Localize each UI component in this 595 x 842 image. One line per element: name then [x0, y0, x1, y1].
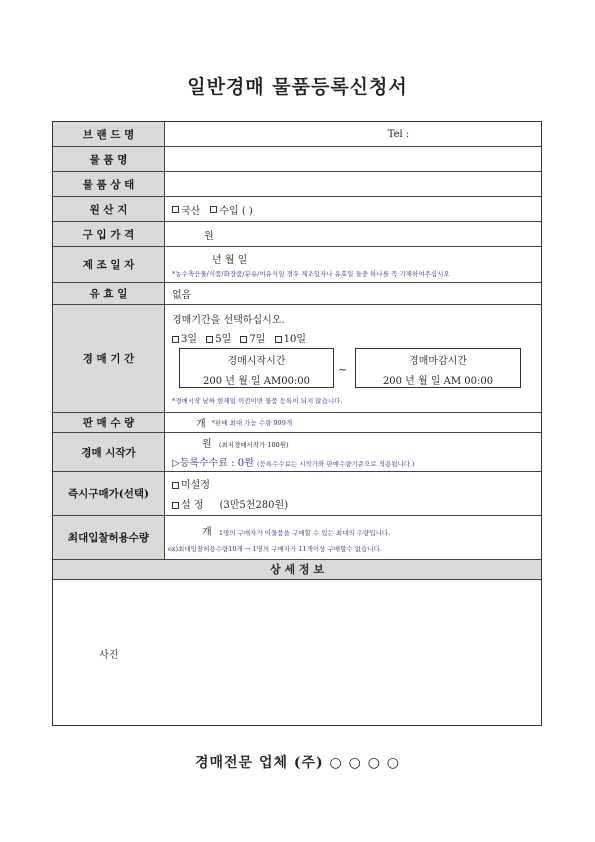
end-time-title: 경매마감시간	[409, 356, 467, 367]
brand-label: 브 랜 드 명	[53, 122, 165, 146]
no-buy-now-checkbox[interactable]	[172, 482, 179, 489]
auction-period-row	[53, 305, 541, 413]
origin-row	[53, 197, 541, 222]
period-prompt: 경매기간을 선택하십시오.	[172, 315, 285, 326]
sale-quantity-field[interactable]	[166, 413, 541, 432]
purchase-price-label: 구 입 가 격	[53, 222, 165, 246]
period-5-label: 5일	[215, 334, 232, 345]
auction-period-label: 경 매 기 간	[53, 305, 165, 412]
end-time-box[interactable]	[355, 348, 521, 388]
manufacture-date-label: 제 조 일 자	[53, 247, 165, 282]
period-3-label: 3일	[181, 334, 198, 345]
max-bid-label: 최대입찰허용수량	[53, 516, 165, 559]
max-bid-field[interactable]	[166, 516, 541, 559]
fee-note: (등록수수료는 시작가와 판매수량기준으로 적용됩니다.)	[256, 460, 415, 468]
import-checkbox[interactable]	[210, 206, 217, 213]
page-title: 일반경매 물품등록신청서	[187, 76, 408, 98]
set-buy-now-label: 설 정	[181, 500, 204, 511]
start-time-title: 경매시작시간	[227, 356, 286, 367]
quantity-note: *판매 최대 가능 수량 999개	[211, 419, 293, 427]
buy-now-label: 즉시구매가(선택)	[53, 472, 165, 515]
period-7-label: 7일	[249, 334, 266, 345]
no-buy-now-label: 미설정	[181, 480, 210, 491]
brand-row	[53, 122, 541, 147]
max-bid-example: ex)최대입찰허용수량10개 → 1명의 구매자가 11개이상 구매할수 없습니다.	[168, 544, 382, 553]
purchase-price-row	[53, 222, 541, 247]
import-label: 수입 ( )	[219, 205, 253, 217]
period-10-label: 10일	[283, 334, 307, 345]
purchase-price-field[interactable]	[166, 222, 541, 246]
item-name-row	[53, 147, 541, 172]
sale-quantity-label: 판 매 수 량	[53, 413, 165, 432]
sale-quantity-row	[53, 413, 541, 433]
won-unit: 원	[204, 230, 214, 242]
brand-field[interactable]	[166, 122, 541, 146]
buy-now-example: (3만5천280원)	[219, 500, 289, 511]
range-tilde: ~	[338, 363, 348, 376]
period-3-checkbox[interactable]	[172, 336, 179, 343]
max-bid-row	[53, 516, 541, 560]
manufacture-note: *농수축산물/식품/화장품/분유/이유식일 경우 제조일자나 유효일 둘중 하나를 꼭 기재하여주십시오	[172, 270, 450, 278]
item-condition-label: 물 품 상 태	[53, 172, 165, 196]
expiry-value: 없음	[172, 290, 192, 301]
item-condition-row	[53, 172, 541, 197]
max-bid-unit: 개	[202, 526, 212, 538]
start-time-box[interactable]	[179, 348, 334, 388]
expiry-field[interactable]	[166, 283, 541, 304]
period-5-checkbox[interactable]	[206, 336, 213, 343]
detail-photo-area[interactable]	[53, 580, 541, 725]
detail-header: 상 세 정 보	[53, 560, 541, 580]
max-bid-note: 1명의 구매자가 이물품을 구매할 수 있는 최대의 수량입니다.	[218, 528, 391, 537]
company-footer: 경매전문 업체 (주) ○ ○ ○ ○	[194, 755, 401, 771]
start-time-value: 200 년 월 일 AM00:00	[202, 376, 311, 387]
tel-label: Tel :	[387, 128, 410, 140]
expiry-row	[53, 283, 541, 305]
buy-now-field	[166, 472, 541, 515]
period-7-checkbox[interactable]	[240, 336, 247, 343]
domestic-label: 국산	[181, 205, 201, 217]
origin-label: 원 산 지	[53, 197, 165, 221]
origin-field	[166, 197, 541, 221]
item-condition-field[interactable]	[166, 172, 541, 196]
min-price-note: (최저경매시작가 100원)	[218, 441, 289, 449]
start-price-unit: 원	[202, 439, 212, 450]
set-buy-now-checkbox[interactable]	[172, 502, 179, 509]
manufacture-date-row	[53, 247, 541, 283]
date-fields: 년 월 일	[212, 255, 248, 266]
start-price-label: 경매 시작가	[53, 433, 165, 471]
period-10-checkbox[interactable]	[275, 336, 282, 343]
manufacture-date-field[interactable]	[166, 247, 541, 282]
fee-label: ▷등록수수료 : 0원	[172, 458, 254, 469]
start-price-row	[53, 433, 541, 472]
start-price-field[interactable]	[166, 433, 541, 471]
period-note: *경매시작 날짜 현재일 이전이면 물품 등록이 되지 않습니다.	[172, 397, 343, 405]
domestic-checkbox[interactable]	[172, 206, 179, 213]
buy-now-row	[53, 472, 541, 516]
quantity-unit: 개	[196, 419, 206, 430]
end-time-value: 200 년 월 일 AM 00:00	[382, 376, 494, 387]
photo-label: 사진	[99, 650, 119, 661]
registration-form	[52, 121, 542, 726]
auction-period-field	[166, 305, 541, 412]
period-options	[172, 330, 541, 345]
item-name-label: 물 품 명	[53, 147, 165, 171]
expiry-label: 유 효 일	[53, 283, 165, 304]
item-name-field[interactable]	[166, 147, 541, 171]
